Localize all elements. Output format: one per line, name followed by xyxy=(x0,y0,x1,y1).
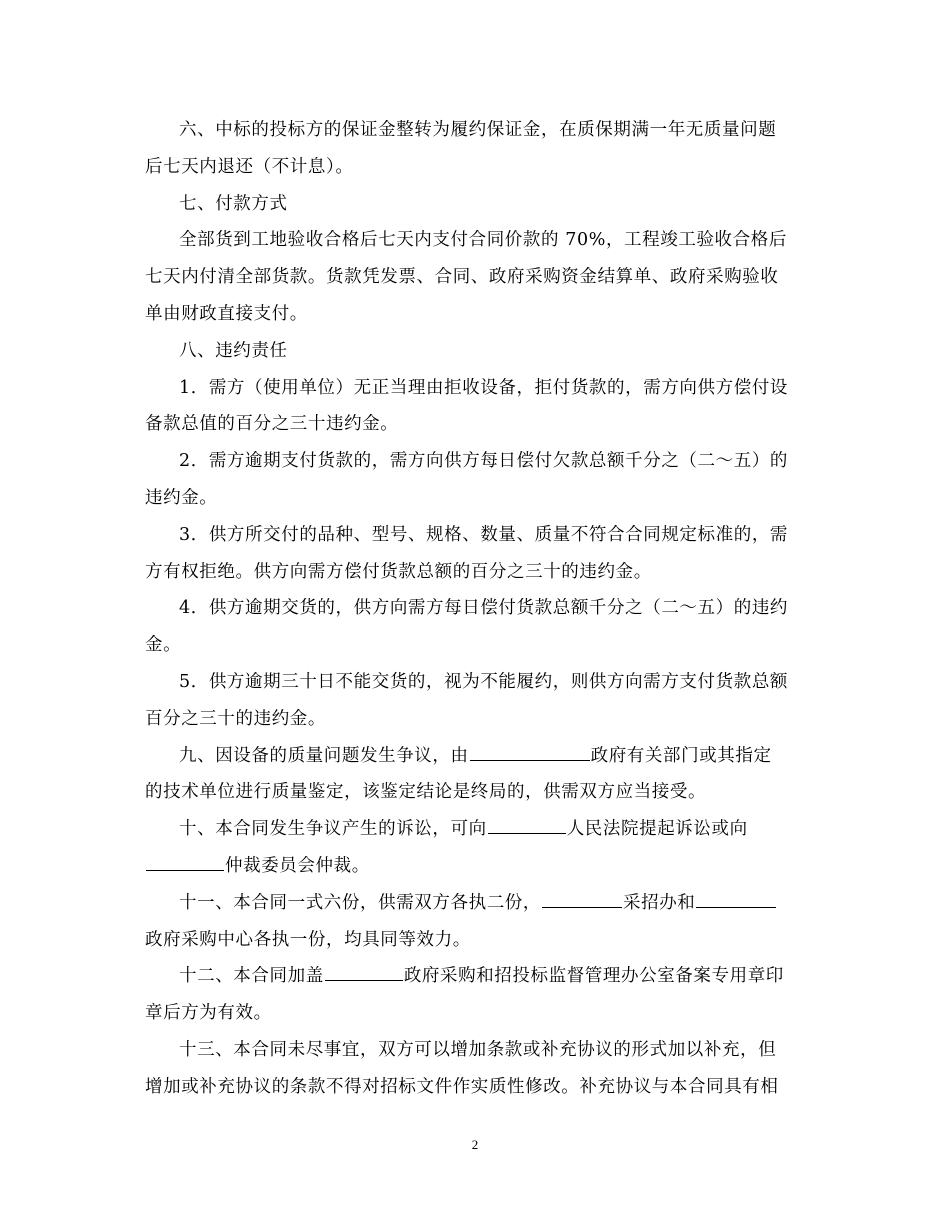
breach-item-2-line-2 xyxy=(145,480,805,517)
breach-item-2-text-cont: 违约金。 xyxy=(145,487,218,508)
payment-line-1 xyxy=(145,222,805,259)
clause-8-title: 八、违约责任 xyxy=(179,340,288,361)
clause-12-text: 十二、本合同加盖 xyxy=(179,966,324,987)
clause-13-line-2 xyxy=(145,1069,805,1106)
clause-13-text-cont: 增加或补充协议的条款不得对招标文件作实质性修改。补充协议与本合同具有相 xyxy=(145,1076,779,1097)
clause-10-text-after-blank: 人民法院提起诉讼或向 xyxy=(566,819,748,840)
clause-13-text: 十三、本合同未尽事宜，双方可以增加条款或补充协议的形式加以补充，但 xyxy=(179,1039,777,1060)
clause-6-text: 六、中标的投标方的保证金整转为履约保证金，在质保期满一年无质量问题 xyxy=(179,120,777,140)
breach-item-3-text-cont: 方有权拒绝。供方向需方偿付货款总额的百分之三十的违约金。 xyxy=(145,561,652,582)
blank-field xyxy=(542,887,622,907)
breach-item-4-line-2 xyxy=(145,627,805,664)
clause-7-title: 七、付款方式 xyxy=(179,193,288,214)
breach-item-1-text-cont: 备款总值的百分之三十违约金。 xyxy=(145,414,399,435)
blank-field xyxy=(488,814,566,834)
clause-9-text: 九、因设备的质量问题发生争议，由 xyxy=(179,745,469,766)
breach-item-4-text-cont: 金。 xyxy=(145,635,182,656)
breach-item-4-text: 4．供方逾期交货的，供方向需方每日偿付货款总额千分之（二～五）的违约 xyxy=(179,598,789,619)
breach-item-3-text: 3．供方所交付的品种、型号、规格、数量、质量不符合合同规定标准的，需 xyxy=(179,524,789,545)
clause-10-text: 十、本合同发生争议产生的诉讼，可向 xyxy=(179,819,487,840)
clause-9-text-after-blank: 政府有关部门或其指定 xyxy=(590,745,772,766)
page-number: 2 xyxy=(471,1137,479,1152)
breach-item-3-line-2 xyxy=(145,554,805,591)
clause-9-line-2 xyxy=(145,774,805,811)
breach-item-2-line-1 xyxy=(145,443,805,480)
clause-8-heading xyxy=(145,333,805,370)
payment-text-cont: 七天内付清全部货款。货款凭发票、合同、政府采购资金结算单、政府采购验收 xyxy=(145,267,779,288)
breach-item-2-text: 2．需方逾期支付货款的，需方向供方每日偿付欠款总额千分之（二～五）的 xyxy=(179,451,789,472)
clause-7-heading xyxy=(145,186,805,223)
breach-item-5-text-cont: 百分之三十的违约金。 xyxy=(145,708,326,729)
clause-12-line-1 xyxy=(145,958,805,995)
clause-11-line-1 xyxy=(145,885,805,922)
clause-11-line-2 xyxy=(145,922,805,959)
clause-11-text: 十一、本合同一式六份，供需双方各执二份， xyxy=(179,892,541,913)
clause-6-line-1 xyxy=(145,112,805,149)
blank-field xyxy=(325,961,403,981)
clause-10-text-cont: 仲裁委员会仲裁。 xyxy=(225,855,370,876)
clause-10-line-2 xyxy=(145,848,805,885)
clause-6-text-cont: 后七天内退还（不计息）。 xyxy=(145,156,354,177)
clause-9-line-1 xyxy=(145,738,805,775)
breach-item-5-line-2 xyxy=(145,701,805,738)
clause-11-text-mid: 采招办和 xyxy=(623,892,696,913)
clause-13-line-1 xyxy=(145,1032,805,1069)
clause-11-text-cont: 政府采购中心各执一份，均具同等效力。 xyxy=(145,929,471,950)
breach-item-5-line-1 xyxy=(145,664,805,701)
contract-body xyxy=(145,112,805,1106)
clause-6-line-2 xyxy=(145,149,805,186)
blank-field xyxy=(470,740,590,760)
clause-12-line-2 xyxy=(145,995,805,1032)
breach-item-4-line-1 xyxy=(145,590,805,627)
clause-10-line-1 xyxy=(145,811,805,848)
payment-line-2 xyxy=(145,259,805,296)
breach-item-1-line-1 xyxy=(145,370,805,407)
breach-item-1-text: 1．需方（使用单位）无正当理由拒收设备，拒付货款的，需方向供方偿付设 xyxy=(179,377,789,398)
clause-9-text-cont: 的技术单位进行质量鉴定，该鉴定结论是终局的，供需双方应当接受。 xyxy=(145,782,707,803)
payment-text: 全部货到工地验收合格后七天内支付合同价款的 70%，工程竣工验收合格后 xyxy=(179,230,787,251)
breach-item-5-text: 5．供方逾期三十日不能交货的，视为不能履约，则供方向需方支付货款总额 xyxy=(179,671,789,692)
payment-text-end: 单由财政直接支付。 xyxy=(145,303,308,324)
clause-12-text-after-blank: 政府采购和招投标监督管理办公室备案专用章印 xyxy=(403,966,784,987)
breach-item-3-line-1 xyxy=(145,517,805,554)
payment-line-3 xyxy=(145,296,805,333)
clause-12-text-cont: 章后方为有效。 xyxy=(145,1003,272,1024)
blank-field xyxy=(146,851,224,871)
blank-field xyxy=(696,887,776,907)
breach-item-1-line-2 xyxy=(145,406,805,443)
